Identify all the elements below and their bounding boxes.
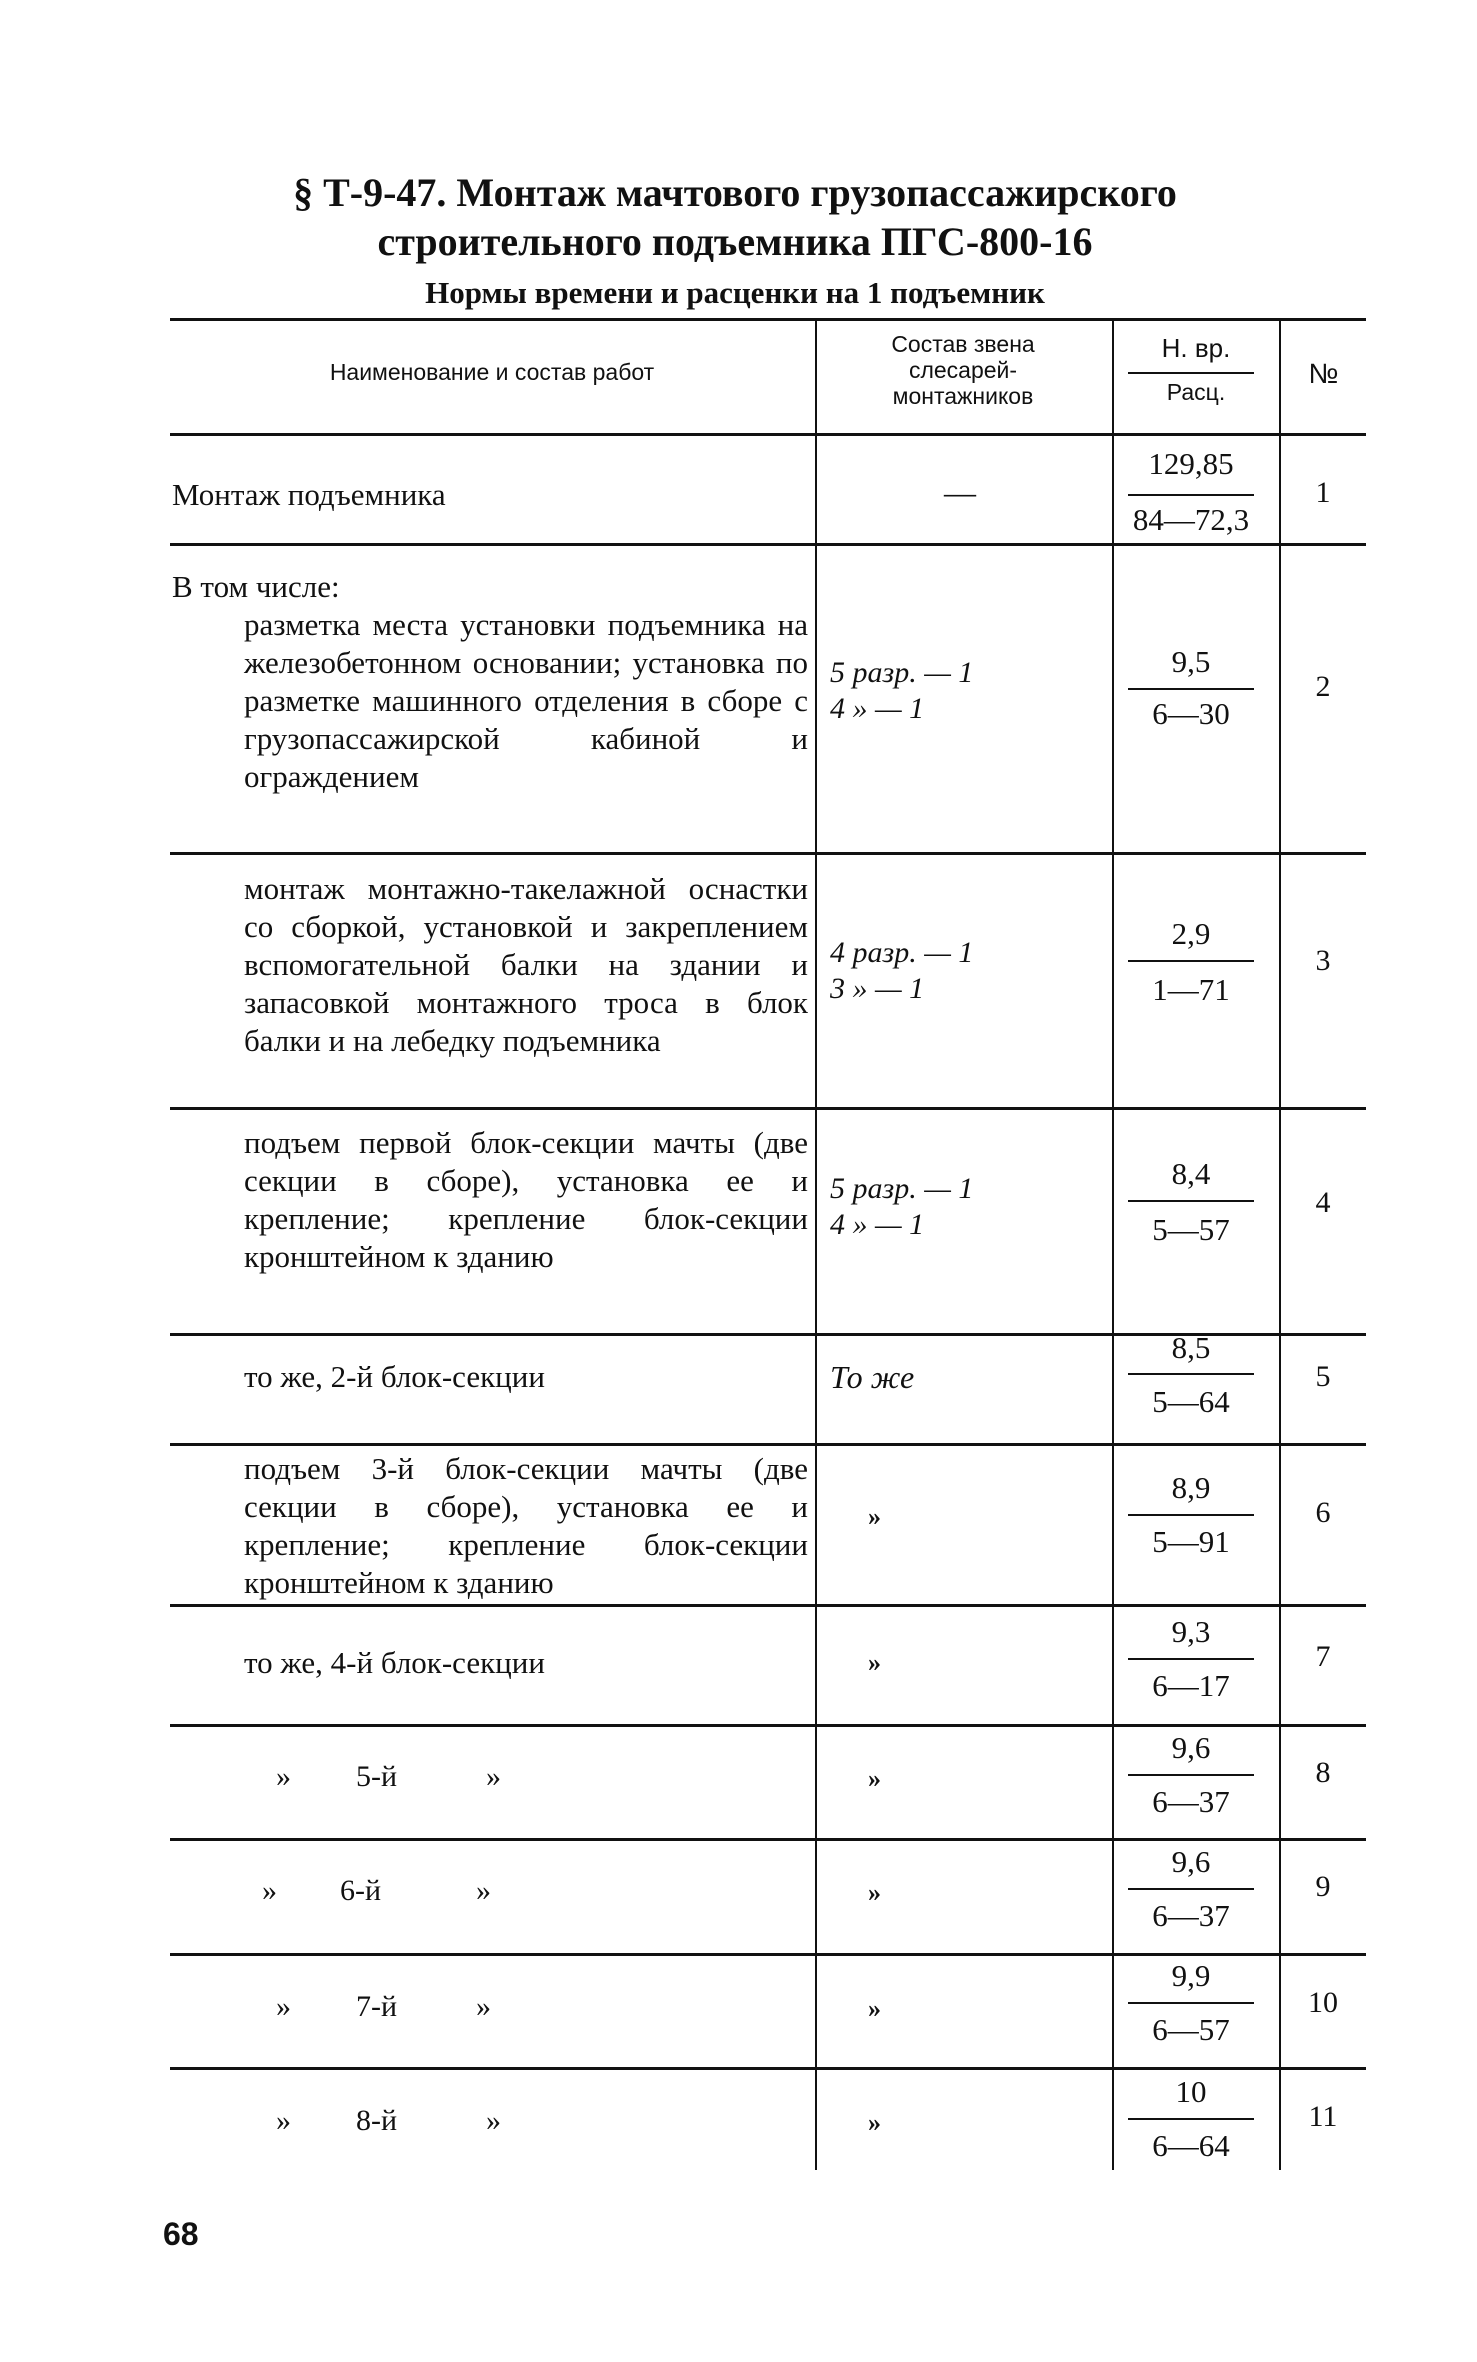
work-body: монтаж монтажно-такелажной оснастки со сборкой, установкой и закреплением вспомогательной балки на здании и запасовкой монтажного троса в блок балки и на лебедку подъемника [244,871,808,1058]
rate: 6—37 [1152,1898,1230,1933]
table-top-rule [170,318,1366,321]
header-norm-top: Н. вр. [1161,333,1231,363]
row-rule [170,1838,1366,1841]
hours: 9,6 [1171,1730,1211,1765]
row-rule [170,543,1366,546]
work-body: то же, 4-й блок-секции [244,1645,545,1680]
hours: 9,3 [1171,1614,1211,1649]
work-ordinal: 6-й [340,1874,382,1907]
rate: 5—64 [1152,1384,1230,1419]
row-rule [170,1443,1366,1446]
ditto-mark: » [476,1990,491,2023]
crew-a: 4 разр. — 1 [830,936,974,969]
rate: 84—72,3 [1132,502,1250,537]
subtitle: Нормы времени и расценки на 1 подъемник [425,275,1045,310]
hours: 129,85 [1148,446,1234,481]
hours: 9,9 [1171,1958,1211,1993]
rate: 6—64 [1152,2128,1230,2163]
ditto-mark: » [276,1760,291,1793]
row-number: 5 [1315,1360,1331,1393]
work-ordinal: 8-й [356,2104,398,2137]
work-lead: В том числе: [172,569,340,604]
crew-b: 4 » — 1 [830,1208,925,1241]
crew-ditto: » [868,1502,881,1531]
hours: 8,4 [1171,1156,1211,1191]
hours: 2,9 [1171,916,1211,951]
row-number: 7 [1315,1640,1331,1673]
hours: 9,5 [1171,644,1211,679]
page-number: 68 [163,2216,199,2252]
row-rule [170,852,1366,855]
row-number: 2 [1315,670,1331,703]
row-rule [170,1107,1366,1110]
ditto-mark: » [262,1874,277,1907]
work-ordinal: 5-й [356,1760,398,1793]
header-num: № [1308,358,1339,389]
ditto-mark: » [486,1760,501,1793]
crew-a: 5 разр. — 1 [830,1172,974,1205]
row-rule [170,1724,1366,1727]
row-number: 9 [1315,1870,1331,1903]
header-work: Наименование и состав работ [329,359,655,385]
row-number: 3 [1315,944,1331,977]
crew-ditto: » [868,2108,881,2137]
section-title-line2: строительного подъемника ПГС-800-16 [377,219,1093,264]
work-body: подъем первой блок-секции мачты (две секции в сборе), установка ее и крепление; крепление блок-секции кронштейном к зданию [244,1125,808,1274]
work-body: разметка места установки подъемника на железобетонном основании; установка по разметке машинного отделения в сборе с грузопассажирской кабиной и ограждением [244,607,808,794]
work-ordinal: 7-й [356,1990,398,2023]
row-number: 4 [1315,1186,1331,1219]
hours: 8,9 [1171,1470,1211,1505]
crew-ditto: » [868,1648,881,1677]
col-rule [815,318,817,2170]
hours: 9,6 [1171,1844,1211,1879]
header-crew: Состав звена слесарей-монтажников [891,331,1035,409]
rate: 5—57 [1152,1212,1230,1247]
crew-ditto: » [868,1764,881,1793]
crew-ditto: » [868,1878,881,1907]
rate: 6—37 [1152,1784,1230,1819]
work-description [172,568,808,796]
row-number: 1 [1315,476,1331,509]
row-number: 11 [1308,2100,1338,2133]
ditto-mark: » [276,1990,291,2023]
rate: 6—57 [1152,2012,1230,2047]
crew-a: 5 разр. — 1 [830,656,974,689]
work-description [172,1450,808,1602]
hours: 10 [1175,2074,1207,2109]
row-rule [170,1604,1366,1607]
work-body: то же, 2-й блок-секции [244,1359,545,1394]
ditto-mark: » [486,2104,501,2137]
work-description [172,1644,808,1682]
crew: — [944,474,976,510]
work-description [172,1124,808,1276]
row-number: 8 [1315,1756,1331,1789]
rate: 6—30 [1152,696,1230,731]
work-description [172,476,812,514]
crew-b: 4 » — 1 [830,692,925,725]
crew-ditto: » [868,1994,881,2023]
section-title-line1: § Т-9-47. Монтаж мачтового грузопассажирского [293,170,1177,215]
work-lead: Монтаж подъемника [172,477,446,512]
row-number: 6 [1315,1496,1331,1529]
work-description [172,870,808,1060]
header-bottom-rule [170,433,1366,436]
rate: 5—91 [1152,1524,1230,1559]
hours: 8,5 [1171,1330,1211,1365]
header-norm-bottom: Расц. [1166,379,1226,405]
crew: То же [830,1359,915,1395]
ditto-mark: » [276,2104,291,2137]
work-body: подъем 3-й блок-секции мачты (две секции в сборе), установка ее и крепление; крепление блок-секции кронштейном к зданию [244,1451,808,1600]
row-number: 10 [1308,1986,1338,2019]
crew-b: 3 » — 1 [830,972,925,1005]
row-rule [170,1953,1366,1956]
work-description [172,1358,808,1396]
row-rule [170,2067,1366,2070]
rate: 1—71 [1152,972,1230,1007]
rate: 6—17 [1152,1668,1230,1703]
ditto-mark: » [476,1874,491,1907]
